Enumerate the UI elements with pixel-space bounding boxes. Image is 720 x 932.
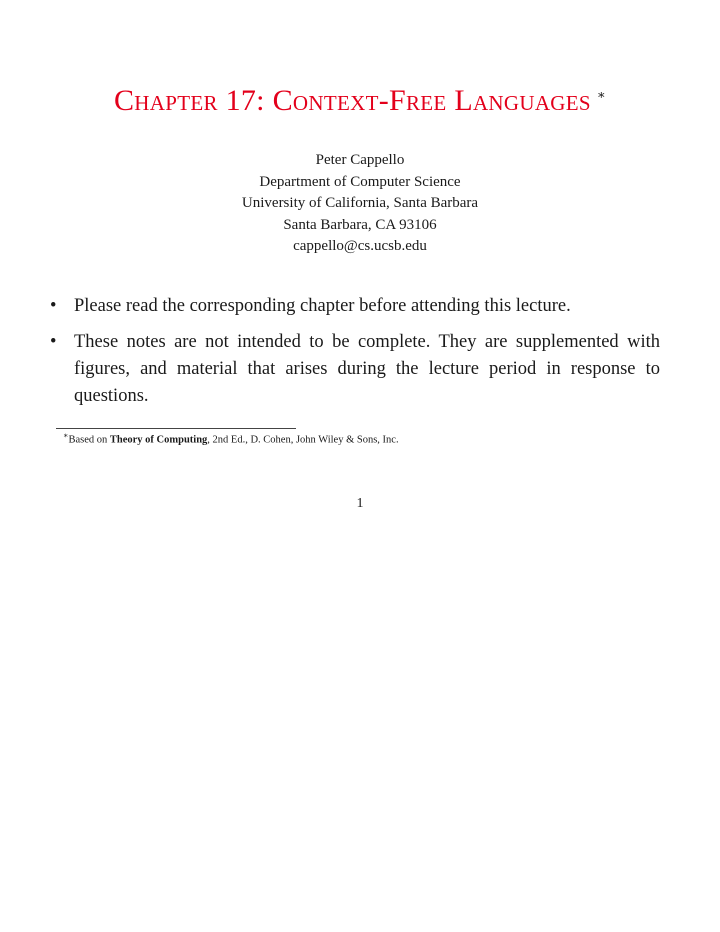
author-university: University of California, Santa Barbara xyxy=(241,195,479,211)
author-email: cappello@cs.ucsb.edu xyxy=(293,238,427,254)
bullet-icon: • xyxy=(50,296,57,316)
bullet-list xyxy=(50,293,660,419)
footnote-prefix: Based on xyxy=(68,434,110,446)
author-name: Peter Cappello xyxy=(315,152,405,168)
author-block xyxy=(0,150,720,258)
author-location: Santa Barbara, CA 93106 xyxy=(283,216,437,233)
bullet-text: These notes are not intended to be complete. They are supplemented with figures, and material that arises during the lecture period in response to questions. xyxy=(74,332,660,406)
bullet-icon: • xyxy=(50,332,57,352)
title-footnote-marker: ∗ xyxy=(596,87,606,102)
chapter-title xyxy=(0,84,720,118)
footnote xyxy=(63,431,399,446)
footnote-suffix: , 2nd Ed., D. Cohen, John Wiley & Sons, Inc. xyxy=(207,434,399,446)
author-department: Department of Computer Science xyxy=(259,173,461,190)
footnote-rule xyxy=(56,428,296,429)
footnote-book-title: Theory of Computing xyxy=(109,434,208,446)
footnote-marker: ∗ xyxy=(63,431,69,440)
page-number: 1 xyxy=(356,496,364,511)
bullet-text: Please read the corresponding chapter before attending this lecture. xyxy=(74,296,571,316)
list-item xyxy=(50,293,660,320)
list-item xyxy=(50,329,660,410)
chapter-title-text: Chapter 17: Context-Free Languages xyxy=(113,84,591,117)
